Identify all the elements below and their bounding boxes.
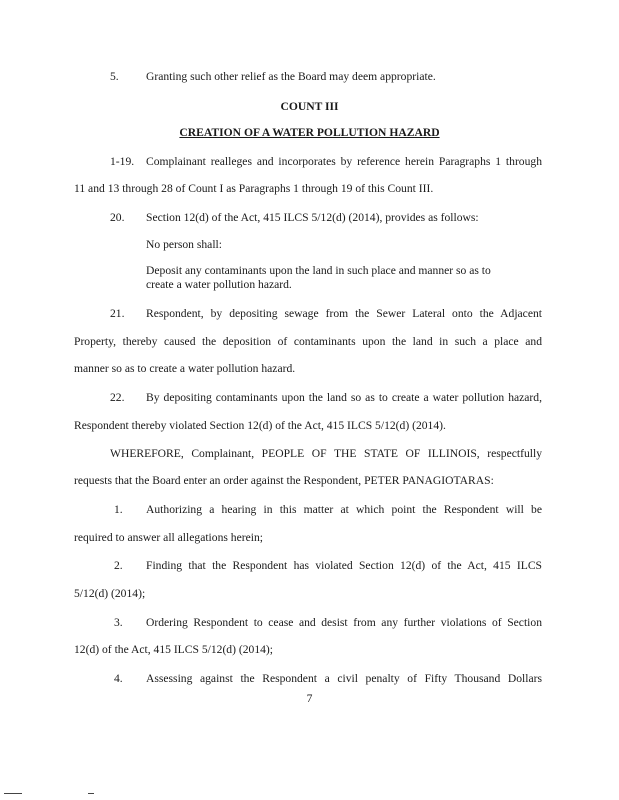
scan-artifact bbox=[88, 793, 94, 794]
scan-artifact bbox=[4, 793, 22, 794]
paragraph-1-19-line-2: 11 and 13 through 28 of Count I as Paragraphs 1 through 19 of this Count III. bbox=[74, 182, 434, 195]
relief-1-line-2: required to answer all allegations herein; bbox=[74, 531, 263, 544]
relief-2-line-1: Finding that the Respondent has violated Section 12(d) of the Act, 415 ILCS bbox=[146, 559, 542, 572]
count-title: CREATION OF A WATER POLLUTION HAZARD bbox=[179, 126, 440, 139]
relief-1-line-1: Authorizing a hearing in this matter at which point the Respondent will be bbox=[146, 503, 542, 516]
page-number: 7 bbox=[306, 692, 313, 705]
relief-3-number: 3. bbox=[114, 616, 123, 629]
relief-3-line-2: 12(d) of the Act, 415 ILCS 5/12(d) (2014); bbox=[74, 643, 273, 656]
quote-line-2: Deposit any contaminants upon the land in such place and manner so as to bbox=[146, 264, 491, 277]
relief-2-line-2: 5/12(d) (2014); bbox=[74, 587, 146, 600]
paragraph-1-19-line-1: Complainant realleges and incorporates by reference herein Paragraphs 1 through bbox=[146, 155, 542, 168]
paragraph-22-number: 22. bbox=[110, 391, 125, 404]
paragraph-22-line-2: Respondent thereby violated Section 12(d) of the Act, 415 ILCS 5/12(d) (2014). bbox=[74, 419, 446, 432]
item-5-text: Granting such other relief as the Board may deem appropriate. bbox=[146, 70, 436, 83]
quote-line-1: No person shall: bbox=[146, 238, 222, 251]
paragraph-20-number: 20. bbox=[110, 211, 125, 224]
relief-3-line-1: Ordering Respondent to cease and desist from any further violations of Section bbox=[146, 616, 542, 629]
paragraph-21-line-1: Respondent, by depositing sewage from the Sewer Lateral onto the Adjacent bbox=[146, 307, 542, 320]
wherefore-line-1: WHEREFORE, Complainant, PEOPLE OF THE STATE OF ILLINOIS, respectfully bbox=[110, 447, 542, 460]
paragraph-20-text: Section 12(d) of the Act, 415 ILCS 5/12(d) (2014), provides as follows: bbox=[146, 211, 479, 224]
relief-2-number: 2. bbox=[114, 559, 123, 572]
count-heading: COUNT III bbox=[280, 100, 339, 113]
relief-4-line-1: Assessing against the Respondent a civil penalty of Fifty Thousand Dollars bbox=[146, 672, 542, 685]
paragraph-1-19-number: 1-19. bbox=[110, 155, 135, 168]
quote-line-3: create a water pollution hazard. bbox=[146, 278, 292, 291]
paragraph-22-line-1: By depositing contaminants upon the land so as to create a water pollution hazard, bbox=[146, 391, 542, 404]
wherefore-line-2: requests that the Board enter an order against the Respondent, PETER PANAGIOTARAS: bbox=[74, 474, 494, 487]
paragraph-21-line-2: Property, thereby caused the deposition of contaminants upon the land in such a place and bbox=[74, 335, 542, 348]
paragraph-21-line-3: manner so as to create a water pollution hazard. bbox=[74, 362, 296, 375]
paragraph-21-number: 21. bbox=[110, 307, 125, 320]
relief-1-number: 1. bbox=[114, 503, 123, 516]
item-5-number: 5. bbox=[110, 70, 119, 83]
relief-4-number: 4. bbox=[114, 672, 123, 685]
